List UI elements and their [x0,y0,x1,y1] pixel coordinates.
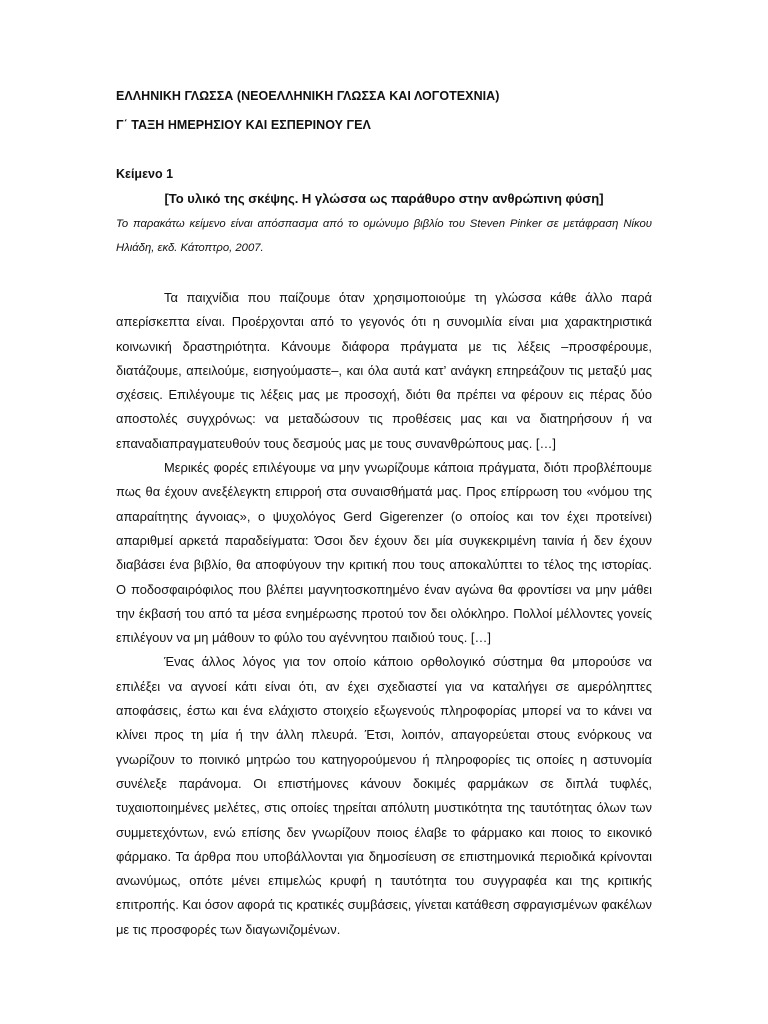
paragraph: Τα παιχνίδια που παίζουμε όταν χρησιμοποιούμε τη γλώσσα κάθε άλλο παρά απερίσκεπτα είναι. Προέρχονται από το γεγονός ότι η συνομιλία είναι μια χαρακτηριστικά κοινωνική δραστηριότητα. Κάνουμε διάφορα πράγματα με τις λέξεις –προσφέρουμε, διατάζουμε, απειλούμε, εισηγούμαστε–, και όλα αυτά κατ’ ανάγκη επηρεάζουν τις μεταξύ μας σχέσεις. Επιλέγουμε τις λέξεις μας με προσοχή, διότι θα πρέπει να φέρουν εις πέρας δύο αποστολές συγχρόνως: να μεταδώσουν τις προθέσεις μας και να διατηρήσουν ή να επαναδιαπραγματευθούν τους δεσμούς μας με τους συνανθρώπους μας. […] [116,290,652,451]
paragraph: Ένας άλλος λόγος για τον οποίο κάποιο ορθολογικό σύστημα θα μπορούσε να επιλέξει να αγνοεί κάτι είναι ότι, αν έχει σχεδιαστεί για να καταλήγει σε αμερόληπτες αποφάσεις, έστω και ένα ελάχιστο στοιχείο εξωγενούς πληροφορίας μπορεί να το κάνει να κλίνει προς τη μία ή την άλλη πλευρά. Έτσι, λοιπόν, απαγορεύεται στους ενόρκους να γνωρίζουν το ποινικό μητρώο του κατηγορούμενου ή πληροφορίες τις οποίες η αστυνομία συνέλεξε παράνομα. Οι επιστήμονες κάνουν δοκιμές φαρμάκων σε διπλά τυφλές, τυχαιοποιημένες μελέτες, στις οποίες τηρείται απόλυτη μυστικότητα της ταυτότητας όλων των συμμετεχόντων, ενώ επίσης δεν γνωρίζουν ποιος έλαβε το φάρμακο και ποιος το εικονικό φάρμακο. Τα άρθρα που υποβάλλονται για δημοσίευση σε επιστημονικά περιοδικά κρίνονται ανωνύμως, οπότε μένει επιμελώς κρυφή η ταυτότητα του συγγραφέα και της κριτικής επιτροπής. Και όσον αφορά τις κρατικές συμβάσεις, γίνεται κατάθεση σφραγισμένων φακέλων με τις προσφορές των διαγωνιζομένων. [116,654,652,937]
subject-title: ΕΛΛΗΝΙΚΗ ΓΛΩΣΣΑ (ΝΕΟΕΛΛΗΝΙΚΗ ΓΛΩΣΣΑ ΚΑΙ ΛΟΓΟΤΕΧΝΙΑ) [116,89,500,103]
text-body [116,286,652,942]
source-note: Το παρακάτω κείμενο είναι απόσπασμα από το ομώνυμο βιβλίο του Steven Pinker σε μετάφραση Νίκου Ηλιάδη, εκδ. Κάτοπτρο, 2007. [116,218,652,254]
text-title: [Το υλικό της σκέψης. Η γλώσσα ως παράθυρο στην ανθρώπινη φύση] [164,191,604,206]
text-label: Κείμενο 1 [116,167,174,181]
paragraph: Μερικές φορές επιλέγουμε να μην γνωρίζουμε κάποια πράγματα, διότι προβλέπουμε πως θα έχουν ανεξέλεγκτη επιρροή στα συναισθήματά μας. Προς επίρρωση του «νόμου της απαραίτητης άγνοιας», ο ψυχολόγος Gerd Gigerenzer (ο οποίος και τον έχει προτείνει) απαριθμεί αρκετά παραδείγματα: Όσοι δεν έχουν δει μία συγκεκριμένη ταινία ή δεν έχουν διαβάσει ένα βιβλίο, θα αποφύγουν την κριτική που τους αποκαλύπτει το τέλος της ιστορίας. Ο ποδοσφαιρόφιλος που βλέπει μαγνητοσκοπημένο έναν αγώνα θα φροντίσει να μην μάθει την έκβασή του από τα μέσα ενημέρωσης προτού τον δει ολόκληρο. Πολλοί μέλλοντες γονείς επιλέγουν να μη μάθουν το φύλο του αγέννητου παιδιού τους. […] [116,460,652,646]
class-title: Γ΄ ΤΑΞΗ ΗΜΕΡΗΣΙΟΥ ΚΑΙ ΕΣΠΕΡΙΝΟΥ ΓΕΛ [116,118,371,132]
